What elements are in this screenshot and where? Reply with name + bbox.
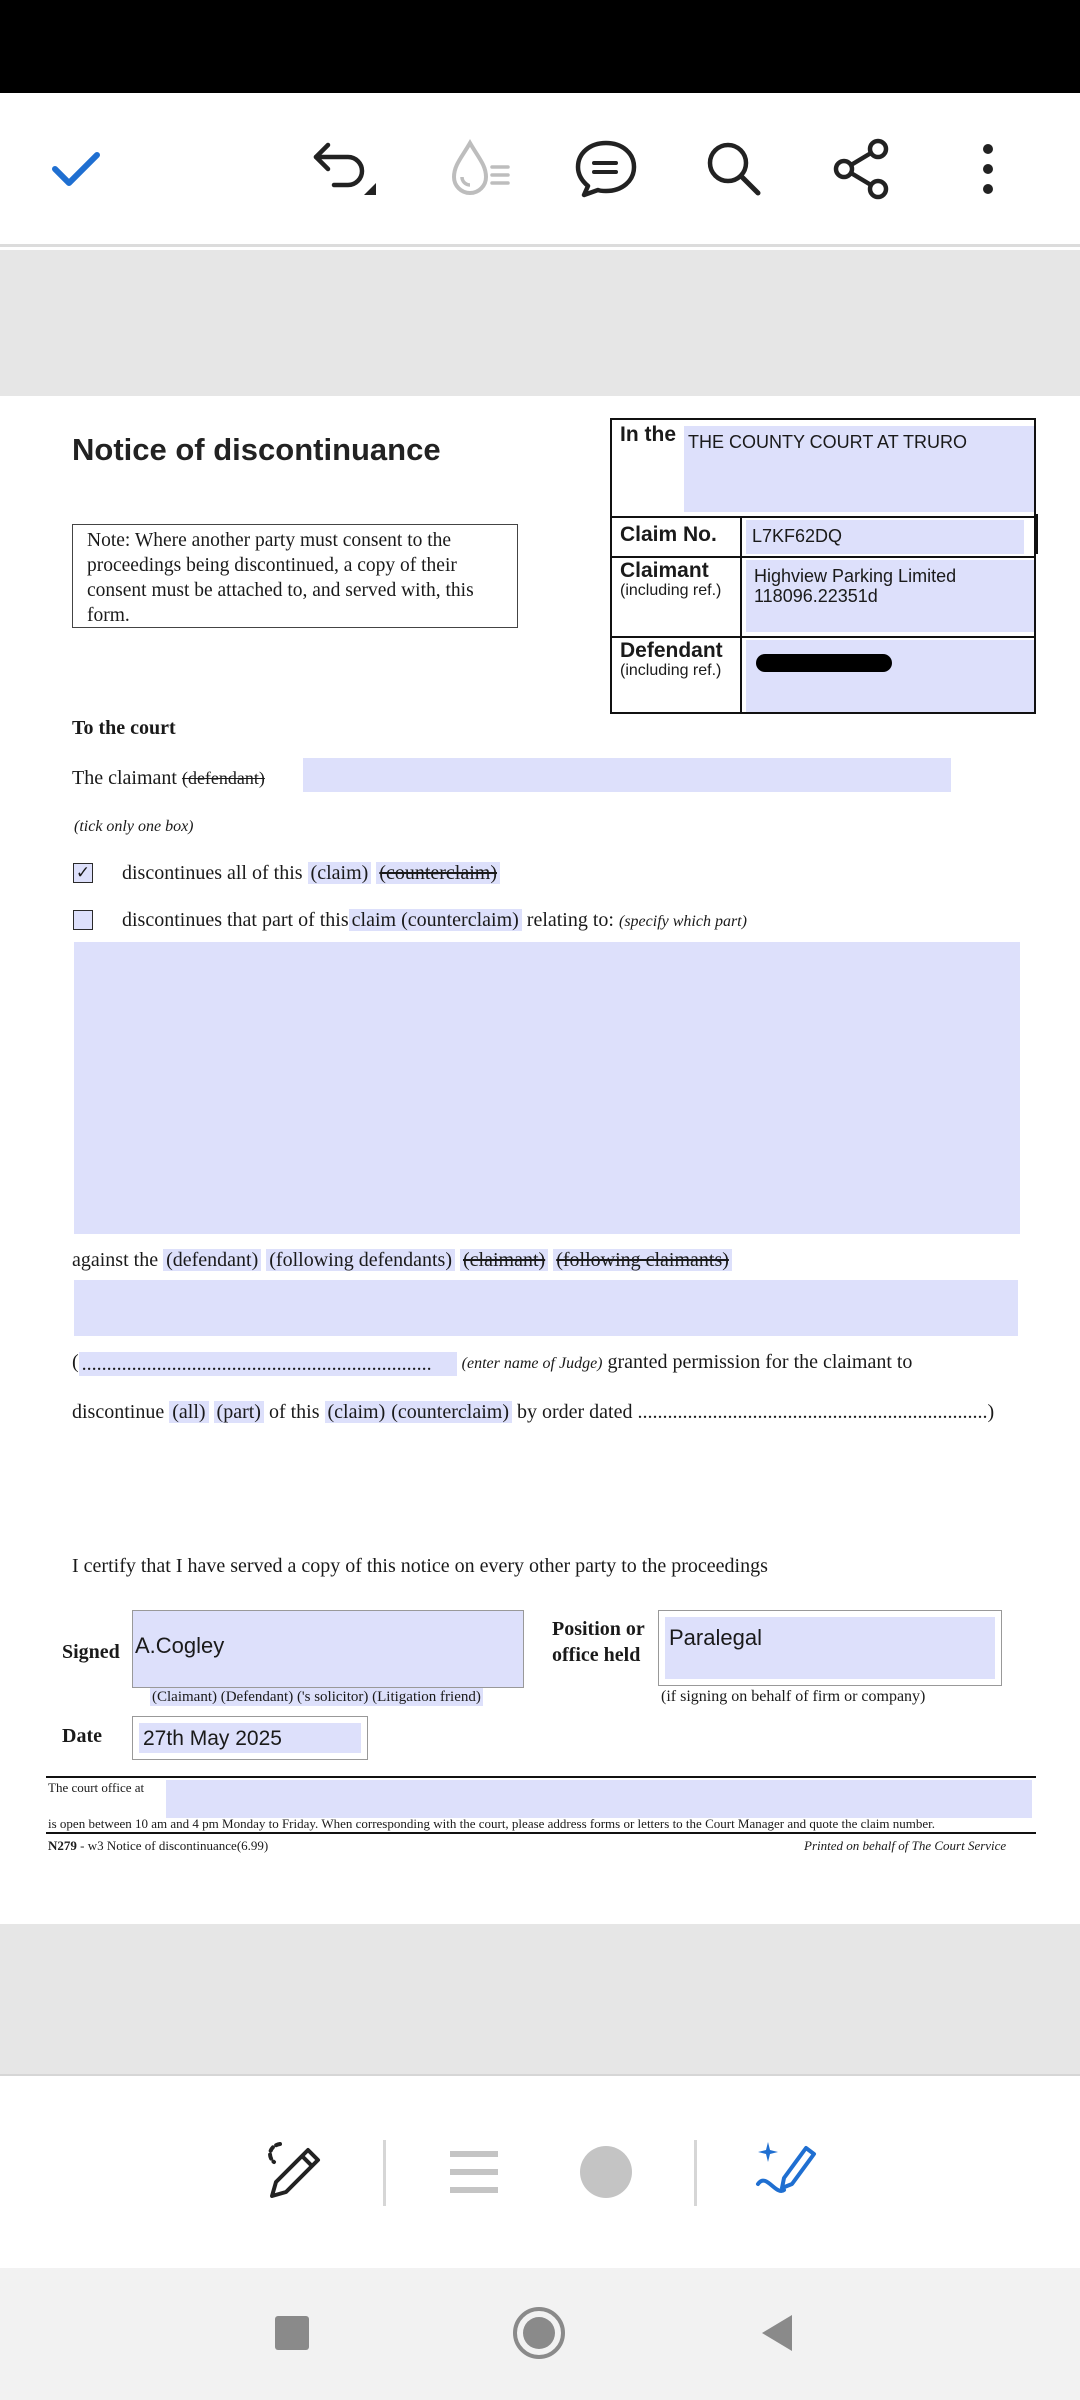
date-field[interactable]: 27th May 2025: [139, 1723, 361, 1753]
footer-divider: [46, 1776, 1036, 1778]
if-signing-hint: (if signing on behalf of firm or company): [661, 1688, 926, 1705]
ai-magic-pen-icon[interactable]: [754, 2138, 818, 2202]
against-the-text: against the: [72, 1249, 159, 1271]
back-triangle-icon[interactable]: [760, 2313, 794, 2353]
defendant-option[interactable]: (defendant): [163, 1249, 261, 1271]
note-text: Note: Where another party must consent to the proceedings being discontinued, a copy of their consent must be attached to, and served with, this form.: [87, 530, 474, 626]
of-this-text: of this: [268, 1401, 320, 1423]
claimant-line: [72, 766, 265, 790]
following-claimants-struck-option[interactable]: (following claimants): [553, 1249, 732, 1271]
position-field[interactable]: Paralegal: [665, 1617, 995, 1679]
in-the-label: In the: [620, 423, 676, 446]
system-navbar: [0, 2268, 1080, 2400]
share-icon[interactable]: [826, 133, 898, 205]
to-the-court-label: To the court: [72, 717, 176, 739]
court-name-field[interactable]: THE COUNTY COURT AT TRURO: [684, 426, 1034, 512]
against-line: [72, 1248, 732, 1272]
claimant-name: Highview Parking Limited: [754, 566, 957, 586]
defendant-struck-option[interactable]: (defendant): [181, 768, 265, 788]
signed-field[interactable]: A.Cogley: [132, 1610, 524, 1688]
circle-icon[interactable]: [580, 2146, 632, 2198]
status-bar: [0, 0, 1080, 93]
office-hours-text: is open between 10 am and 4 pm Monday to Friday. When corresponding with the court, please address forms or letters to the Court Manager and quote the claim number.: [48, 1816, 936, 1831]
claimant-name-field[interactable]: [303, 758, 951, 792]
draw-pen-icon[interactable]: [262, 2140, 326, 2204]
defendant-field[interactable]: [746, 640, 1034, 712]
tick-only-hint: (tick only one box): [74, 818, 194, 835]
position-label-line2: office held: [552, 1644, 641, 1666]
footer-divider-2: [46, 1832, 1036, 1834]
discontinue-text: discontinue: [72, 1401, 165, 1423]
claim-counterclaim-option[interactable]: claim (counterclaim): [349, 909, 522, 931]
order-date-field[interactable]: ......................................................................): [637, 1401, 995, 1423]
defendant-label: Defendant: [620, 639, 723, 662]
comment-icon[interactable]: [570, 133, 642, 205]
discontinue-line: [72, 1400, 995, 1424]
form-code-number: N279: [48, 1838, 77, 1853]
paren-open: (: [72, 1351, 79, 1373]
part-option[interactable]: (part): [214, 1401, 264, 1423]
claim-option[interactable]: (claim): [308, 862, 372, 884]
checkmark-icon[interactable]: [40, 133, 112, 205]
court-info-box: [610, 418, 1036, 714]
claimant-field[interactable]: [746, 560, 1034, 632]
judge-name-field[interactable]: ......................................................................: [79, 1352, 457, 1376]
discontinue-part-checkbox[interactable]: [73, 910, 93, 930]
home-circle-icon[interactable]: [512, 2306, 566, 2360]
claimant-struck-option[interactable]: (claimant): [460, 1249, 548, 1271]
claim-no-field[interactable]: L7KF62DQ: [746, 520, 1024, 554]
top-toolbar: [0, 93, 1080, 247]
claimant-ref-label: (including ref.): [620, 582, 722, 599]
option2-text: discontinues that part of this: [122, 909, 349, 931]
more-vert-icon[interactable]: [952, 133, 1024, 205]
document-page: [0, 396, 1080, 1924]
claim-no-label: Claim No.: [620, 523, 717, 546]
printed-on-behalf: Printed on behalf of The Court Service: [804, 1838, 1007, 1853]
option1-line: [122, 861, 500, 885]
form-code-title: - w3 Notice of discontinuance(6.99): [76, 1838, 269, 1853]
claimant-label: Claimant: [620, 559, 709, 582]
counterclaim-option-2[interactable]: (counterclaim): [388, 1401, 512, 1423]
note-box: [72, 524, 518, 628]
enter-judge-hint: (enter name of Judge): [461, 1355, 603, 1372]
defendant-ref-label: (including ref.): [620, 662, 722, 679]
recents-square-icon[interactable]: [275, 2316, 309, 2350]
specify-part-hint: (specify which part): [618, 913, 747, 930]
redaction-mark: [756, 654, 892, 672]
signer-role-options[interactable]: (Claimant) (Defendant) ('s solicitor) (Litigation friend): [152, 1689, 481, 1705]
date-box: [132, 1716, 368, 1760]
the-claimant-text: The claimant: [72, 767, 177, 789]
all-option[interactable]: (all): [169, 1401, 208, 1423]
bottom-tools-bar: [0, 2076, 1080, 2268]
defendants-names-field[interactable]: [74, 1280, 1018, 1336]
page-gap-top: [0, 250, 1080, 396]
page-gap-bottom: [0, 1924, 1080, 2076]
undo-icon[interactable]: [306, 133, 378, 205]
option1-text: discontinues all of this: [122, 862, 303, 884]
tools-divider-1: [383, 2140, 386, 2206]
court-office-label: The court office at: [48, 1780, 145, 1795]
form-code: [48, 1838, 268, 1854]
discontinue-all-checkbox[interactable]: ✓: [73, 863, 93, 883]
signed-label: Signed: [62, 1641, 120, 1663]
form-title: Notice of discontinuance: [72, 432, 441, 467]
court-office-field[interactable]: [166, 1780, 1032, 1818]
judge-line: [72, 1350, 912, 1376]
search-icon[interactable]: [698, 133, 770, 205]
certify-text: I certify that I have served a copy of this notice on every other party to the proceedings: [72, 1555, 768, 1577]
tools-divider-2: [694, 2140, 697, 2206]
option2-line: [122, 908, 747, 934]
counterclaim-struck-option[interactable]: (counterclaim): [376, 862, 500, 884]
lines-icon[interactable]: [448, 2148, 500, 2196]
granted-permission-text: granted permission for the claimant to: [607, 1351, 913, 1373]
position-label-line1: Position or: [552, 1618, 645, 1640]
by-order-dated-text: by order dated: [516, 1401, 633, 1423]
date-label: Date: [62, 1725, 102, 1747]
claimant-ref: 118096.22351d: [754, 586, 878, 606]
position-label: [552, 1616, 645, 1668]
specify-part-field[interactable]: [74, 942, 1020, 1234]
following-defendants-option[interactable]: (following defendants): [266, 1249, 455, 1271]
position-box: [658, 1610, 1002, 1686]
claim-option-2[interactable]: (claim): [325, 1401, 389, 1423]
ink-drop-icon: [444, 133, 516, 205]
relating-to-text: relating to:: [526, 909, 614, 931]
